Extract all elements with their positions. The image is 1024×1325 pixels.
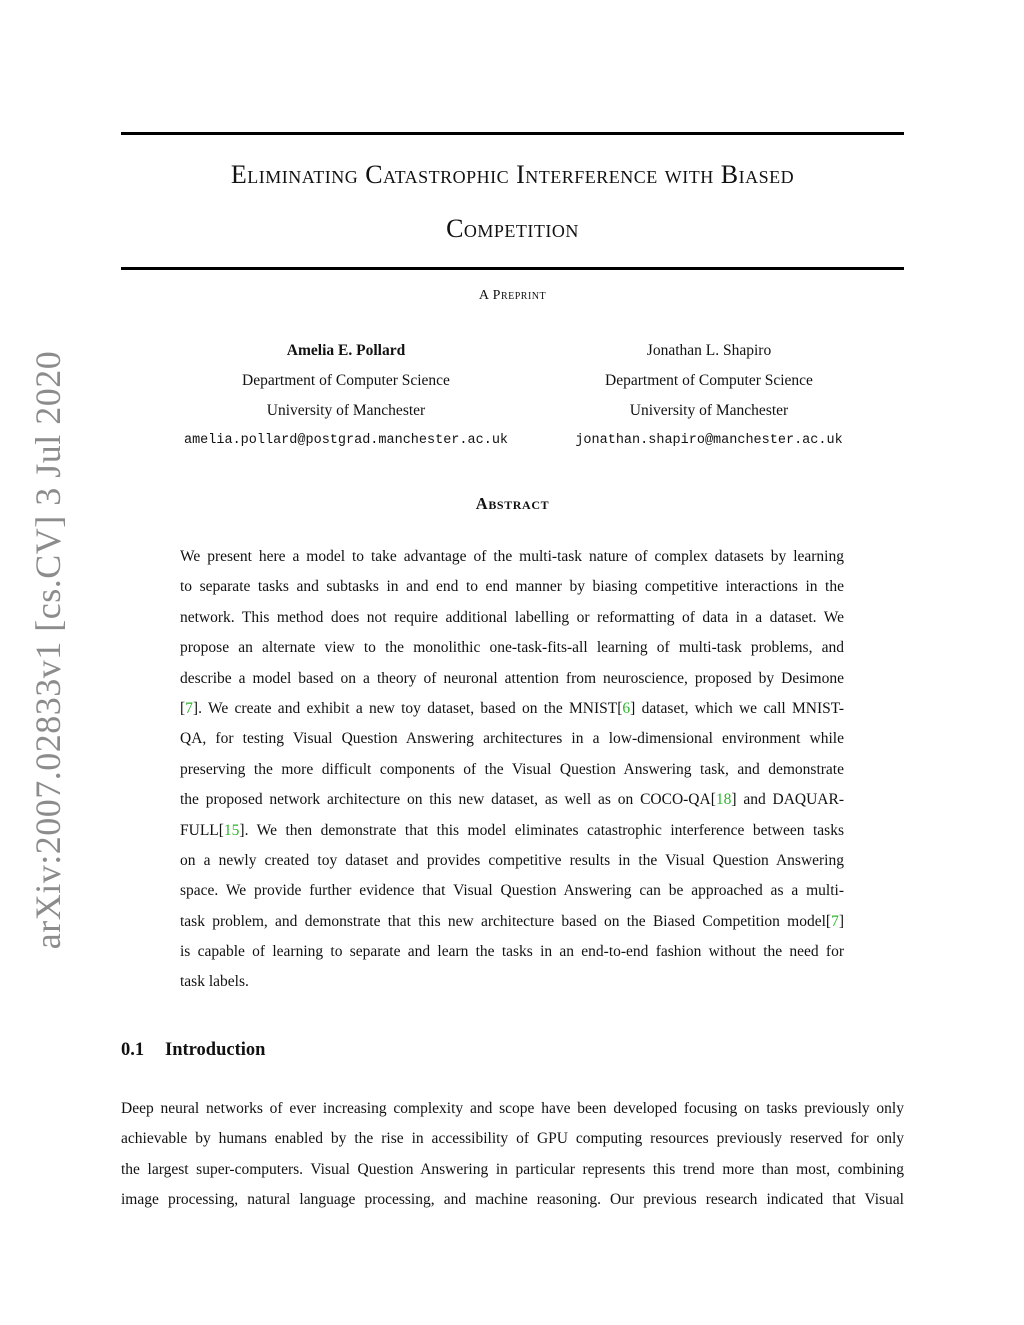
abstract-line (180, 907, 844, 937)
title-top-rule (121, 132, 904, 135)
abstract-line: space. We provide further evidence that Visual Question Answering can be approached as a multi- (180, 882, 844, 900)
author-block-2 (519, 340, 899, 460)
line-text: ] (838, 912, 844, 930)
author-department: Department of Computer Science (605, 372, 813, 389)
abstract-line: propose an alternate view to the monolithic one-task-fits-all learning of multi-task problems, and (180, 639, 844, 657)
author-block-1 (156, 340, 536, 460)
abstract-line (180, 785, 844, 815)
section-number: 0.1 (121, 1040, 145, 1060)
author-email[interactable]: jonathan.shapiro@manchester.ac.uk (575, 433, 843, 448)
abstract-line: preserving the more difficult components of the Visual Question Answering task, and demonstrate (180, 760, 844, 778)
abstract-line: to separate tasks and subtasks in and end to end manner by biasing competitive interactions in the (180, 578, 844, 596)
line-text: ] dataset, which we call MNIST- (630, 699, 844, 717)
abstract-line (180, 694, 844, 724)
section-title: Introduction (165, 1040, 266, 1060)
citation-link[interactable]: 18 (715, 791, 732, 809)
line-text: ]. We create and exhibit a new toy dataset, based on the MNIST[ (192, 699, 623, 717)
preprint-label: A Preprint (478, 288, 547, 303)
author-university: University of Manchester (266, 402, 426, 419)
author-university: University of Manchester (629, 402, 789, 419)
abstract-body (180, 542, 844, 998)
body-line: achievable by humans enabled by the rise in accessibility of GPU computing resources previously reserved for only (121, 1130, 904, 1148)
abstract-line: We present here a model to take advantage of the multi-task nature of complex datasets by learning (180, 548, 844, 565)
line-text: ] and DAQUAR- (731, 791, 844, 809)
abstract-line: is capable of learning to separate and learn the tasks in an end-to-end fashion without the need for (180, 943, 844, 961)
introduction-body (121, 1094, 904, 1216)
section-heading-introduction (121, 1040, 265, 1061)
citation-link[interactable]: 6 (622, 699, 631, 717)
author-department: Department of Computer Science (242, 372, 450, 389)
line-text: the proposed network architecture on this new dataset, as well as on COCO-QA[ (180, 791, 716, 809)
body-line: image processing, natural language processing, and machine reasoning. Our previous research indicated that Visual (121, 1191, 904, 1209)
abstract-line (180, 816, 844, 846)
body-line: Deep neural networks of ever increasing complexity and scope have been developed focusing on tasks previously only (121, 1100, 904, 1117)
abstract-line: network. This method does not require additional labelling or reformatting of data in a dataset. We (180, 608, 844, 626)
abstract-line: QA, for testing Visual Question Answering architectures in a low-dimensional environment while (180, 730, 844, 748)
author-name: Jonathan L. Shapiro (646, 342, 772, 359)
arxiv-stamp: arXiv:2007.02833v1 [cs.CV] 3 Jul 2020 (28, 350, 68, 950)
abstract-line: task labels. (180, 973, 249, 991)
line-text: [ (180, 699, 186, 717)
line-text: FULL[ (180, 821, 224, 839)
citation-link[interactable]: 7 (831, 912, 839, 930)
line-text: ]. We then demonstrate that this model eliminates catastrophic interference between tasks (239, 821, 844, 839)
title-bottom-rule (121, 267, 904, 270)
citation-link[interactable]: 15 (223, 821, 240, 839)
author-name: Amelia E. Pollard (286, 342, 406, 359)
paper-title-line-2: Competition (446, 214, 579, 243)
author-email[interactable]: amelia.pollard@postgrad.manchester.ac.uk (183, 433, 509, 448)
paper-title-line-1: Eliminating Catastrophic Interference with Biased (230, 160, 795, 189)
abstract-heading: Abstract (475, 494, 550, 513)
body-line: the largest super-computers. Visual Question Answering in particular represents this trend more than most, combining (121, 1160, 904, 1178)
abstract-line: describe a model based on a theory of neuronal attention from neuroscience, proposed by Desimone (180, 669, 844, 687)
abstract-line: on a newly created toy dataset and provides competitive results in the Visual Question Answering (180, 851, 844, 869)
line-text: task problem, and demonstrate that this new architecture based on the Biased Competition model[ (180, 912, 832, 930)
citation-link[interactable]: 7 (185, 699, 193, 717)
